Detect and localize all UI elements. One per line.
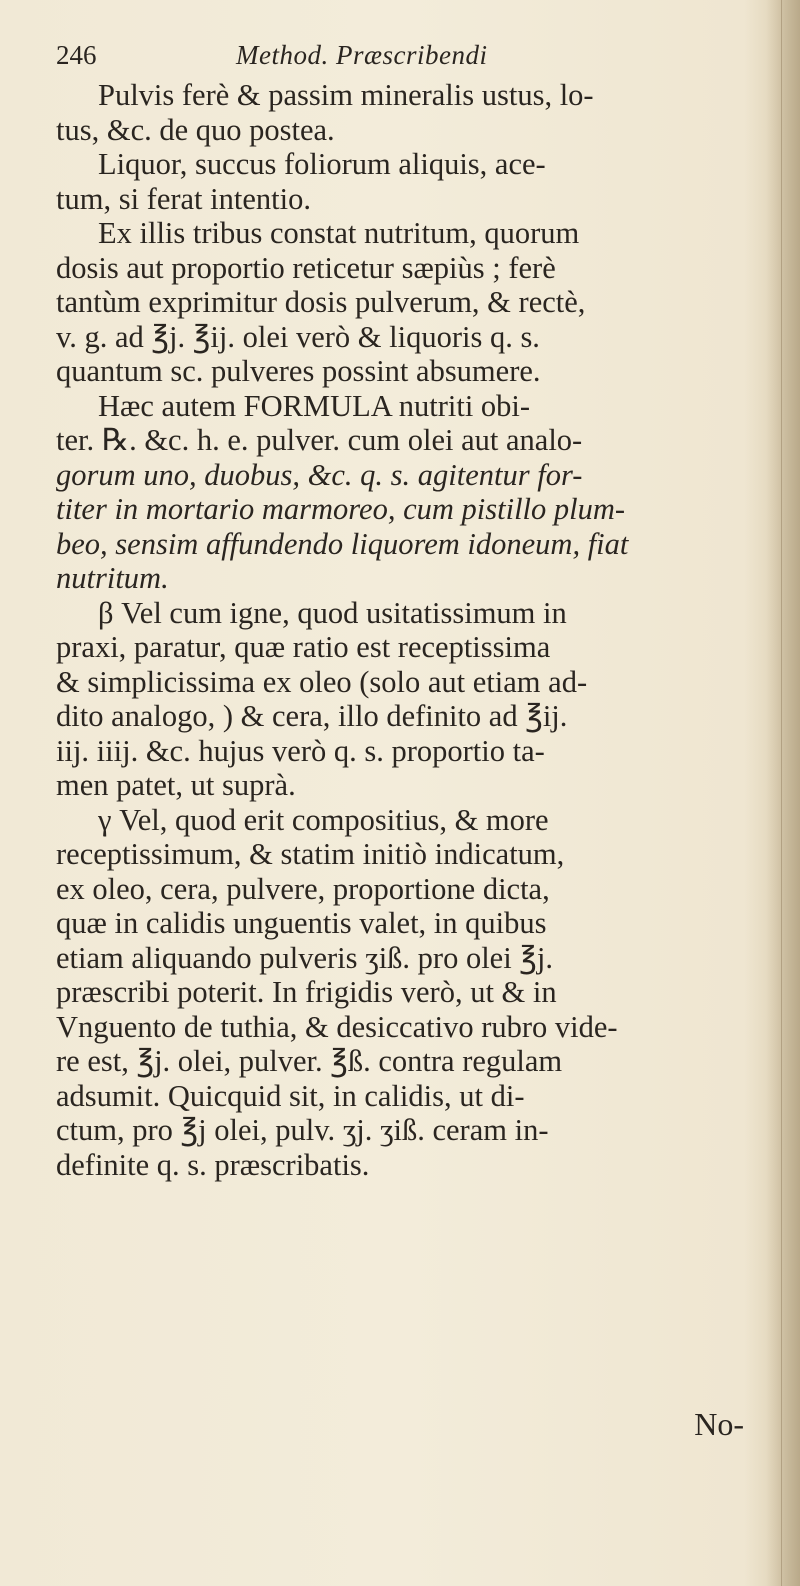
text-line: tantùm exprimitur dosis pulverum, & rectè, bbox=[56, 285, 586, 319]
text-line: dito analogo, ) & cera, illo definito ad ℥ij. bbox=[56, 699, 568, 733]
text-line: Ex illis tribus constat nutritum, quorum bbox=[98, 216, 580, 250]
page-header bbox=[56, 36, 756, 82]
text-line: praxi, paratur, quæ ratio est receptissima bbox=[56, 630, 551, 664]
running-title: Method. Præscribendi bbox=[236, 40, 488, 70]
text-line: receptissimum, & statim initiò indicatum, bbox=[56, 837, 565, 871]
catchword: No- bbox=[694, 1406, 744, 1442]
text-line: quantum sc. pulveres possint absumere. bbox=[56, 354, 541, 388]
page-number: 246 bbox=[56, 40, 97, 70]
text-line: β Vel cum igne, quod usitatissimum in bbox=[98, 595, 567, 630]
text-line: beo, sensim affundendo liquorem idoneum, fiat bbox=[56, 526, 629, 561]
text-line: Pulvis ferè & passim mineralis ustus, lo- bbox=[98, 78, 594, 112]
text-line: ter. ℞. &c. h. e. pulver. cum olei aut analo- bbox=[56, 423, 583, 457]
text-line: etiam aliquando pulveris ʒiß. pro olei ℥j. bbox=[56, 940, 554, 975]
text-line: & simplicissima ex oleo (solo aut etiam ad- bbox=[56, 664, 588, 699]
text-line: gorum uno, duobus, &c. q. s. agitentur for- bbox=[56, 457, 583, 492]
page-edge-shadow bbox=[766, 0, 800, 1586]
text-line: tus, &c. de quo postea. bbox=[56, 112, 335, 147]
text-line: Vnguento de tuthia, & desiccativo rubro vide- bbox=[56, 1009, 618, 1044]
text-line: iij. iiij. &c. hujus verò q. s. proportio ta- bbox=[56, 733, 545, 768]
text-line: Hæc autem FORMULA nutriti obi- bbox=[98, 388, 531, 423]
text-line: γ Vel, quod erit compositius, & more bbox=[98, 802, 549, 837]
text-line: titer in mortario marmoreo, cum pistillo plum- bbox=[56, 492, 626, 526]
page-edge-line bbox=[781, 0, 782, 1586]
text-line: dosis aut proportio reticetur sæpiùs ; ferè bbox=[56, 250, 556, 285]
text-line: ctum, pro ℥j olei, pulv. ʒj. ʒiß. ceram in- bbox=[56, 1113, 549, 1147]
text-line: adsumit. Quicquid sit, in calidis, ut di- bbox=[56, 1078, 525, 1113]
text-line: tum, si ferat intentio. bbox=[56, 181, 311, 216]
text-line: nutritum. bbox=[56, 561, 169, 595]
text-line: ex oleo, cera, pulvere, proportione dicta, bbox=[56, 871, 550, 906]
text-line: re est, ℥j. olei, pulver. ℥ß. contra regulam bbox=[56, 1044, 563, 1078]
text-line: Liquor, succus foliorum aliquis, ace- bbox=[98, 147, 546, 181]
text-line: præscribi poterit. In frigidis verò, ut & in bbox=[56, 975, 557, 1009]
text-line: men patet, ut suprà. bbox=[56, 768, 296, 802]
text-line: v. g. ad ℥j. ℥ij. olei verò & liquoris q. s. bbox=[56, 319, 540, 354]
text-line: quæ in calidis unguentis valet, in quibus bbox=[56, 906, 547, 940]
body-text bbox=[56, 78, 756, 1182]
text-line: definite q. s. præscribatis. bbox=[56, 1147, 370, 1182]
